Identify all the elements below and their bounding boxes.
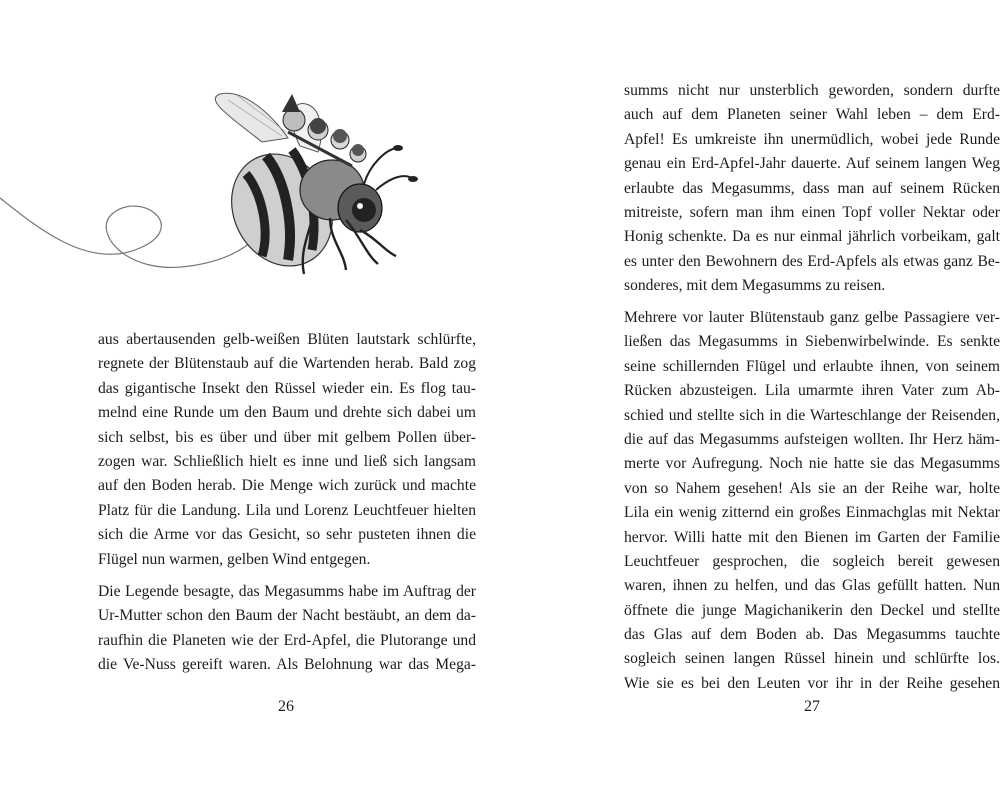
- text-line: das Glas auf dem Boden ab. Das Megasumms tauchte: [624, 626, 1000, 644]
- text-line: aus abertausenden gelb-weißen Blüten lautstark schlürfte,: [98, 331, 476, 348]
- text-line: erlaubte das Megasumms, dass man auf seinem Rücken: [624, 179, 1000, 197]
- text-line: regnete der Blütenstaub auf die Wartenden herab. Bald zog: [98, 355, 476, 373]
- text-line: Flügel nun warmen, gelben Wind entgegen.: [98, 550, 371, 568]
- text-line: hervor. Willi hatte mit den Bienen im Garten der Familie: [624, 528, 1000, 546]
- text-line: mitreiste, sofern man ihm einen Topf voller Nektar oder: [624, 203, 1000, 221]
- text-line: sich die Arme vor das Gesicht, so sehr pusteten ihnen die: [98, 526, 476, 544]
- text-line: Honig schenkte. Da es nur einmal jährlich vorbeikam, galt: [624, 228, 1000, 246]
- page-number: 26: [278, 698, 294, 715]
- text-line: Mehrere vor lauter Blütenstaub ganz gelbe Passagiere ver-: [624, 309, 1000, 326]
- text-line: öffnete die junge Magichanikerin den Deckel und stellte: [624, 601, 1000, 619]
- text-line: summs nicht nur unsterblich geworden, sondern durfte: [624, 82, 1000, 99]
- text-line: auf den Boden herab. Die Menge wich zurück und machte: [98, 477, 476, 495]
- text-line: schied und stellte sich in die Warteschlange der Reisenden,: [624, 406, 1000, 424]
- text-line: sogleich seinen langen Rüssel hinein und schlürfte los.: [624, 650, 1000, 668]
- left-paragraph-1: [98, 328, 476, 572]
- text-line: Rücken abzusteigen. Lila umarmte ihren Vater zum Ab-: [624, 382, 1000, 400]
- text-line: merte vor Aufregung. Noch nie hatte sie das Megasumms: [624, 455, 1000, 473]
- text-line: seine schillernden Flügel und erlaubte ihnen, von seinem: [624, 357, 1000, 375]
- text-line: Apfel! Es umkreiste ihn unermüdlich, wobei jede Runde: [624, 130, 1000, 148]
- text-line: Wie sie es bei den Leuten vor ihr in der Reihe gesehen: [624, 674, 1000, 692]
- text-line: die auf das Megasumms aufsteigen wollten. Ihr Herz häm-: [624, 430, 1000, 448]
- text-line: genau ein Erd-Apfel-Jahr dauerte. Auf seinem langen Weg: [624, 155, 1000, 173]
- text-line: sich selbst, bis es über und über mit gelbem Pollen über-: [98, 428, 476, 446]
- text-line: auch auf dem Planeten seiner Wahl leben – dem Erd-: [624, 106, 1000, 124]
- page-number: 27: [804, 698, 820, 715]
- bee-with-riders-illustration: [0, 80, 500, 280]
- left-paragraph-2: [98, 580, 476, 678]
- text-line: ließen das Megasumms in Siebenwirbelwinde. Es senkte: [624, 333, 1000, 351]
- text-line: das gigantische Insekt den Rüssel wieder ein. Es flog tau-: [98, 379, 476, 397]
- right-paragraph-2: [624, 306, 1000, 696]
- right-page: [500, 0, 1000, 800]
- text-line: Lila ein wenig zitternd ein großes Einmachglas mit Nektar: [624, 504, 1000, 522]
- text-line: sonderes, mit dem Megasumms zu reisen.: [624, 277, 886, 295]
- right-paragraph-1: [624, 79, 1000, 299]
- text-line: Ur-Mutter schon den Baum der Nacht bestäubt, an dem da-: [98, 607, 476, 625]
- text-line: Leuchtfeuer gesprochen, die sogleich bereit gewesen: [624, 552, 1000, 570]
- text-line: melnd eine Runde um den Baum und drehte sich dabei um: [98, 404, 476, 422]
- text-line: es unter den Bewohnern des Erd-Apfels als etwas ganz Be-: [624, 252, 1000, 270]
- text-line: Die Legende besagte, das Megasumms habe im Auftrag der: [98, 583, 476, 600]
- text-line: Platz für die Landung. Lila und Lorenz Leuchtfeuer hielten: [98, 501, 476, 519]
- text-line: zogen war. Schließlich hielt es inne und ließ sich langsam: [98, 452, 476, 470]
- text-line: raufhin die Planeten wie der Erd-Apfel, die Plutorange und: [98, 631, 476, 649]
- text-line: die Ve-Nuss gereift waren. Als Belohnung war das Mega-: [98, 656, 476, 674]
- text-line: von so Nahem gesehen! Als sie an der Reihe war, holte: [624, 479, 1000, 497]
- text-line: waren, ihnen zu helfen, und das Glas gefüllt hatten. Nun: [624, 577, 1000, 595]
